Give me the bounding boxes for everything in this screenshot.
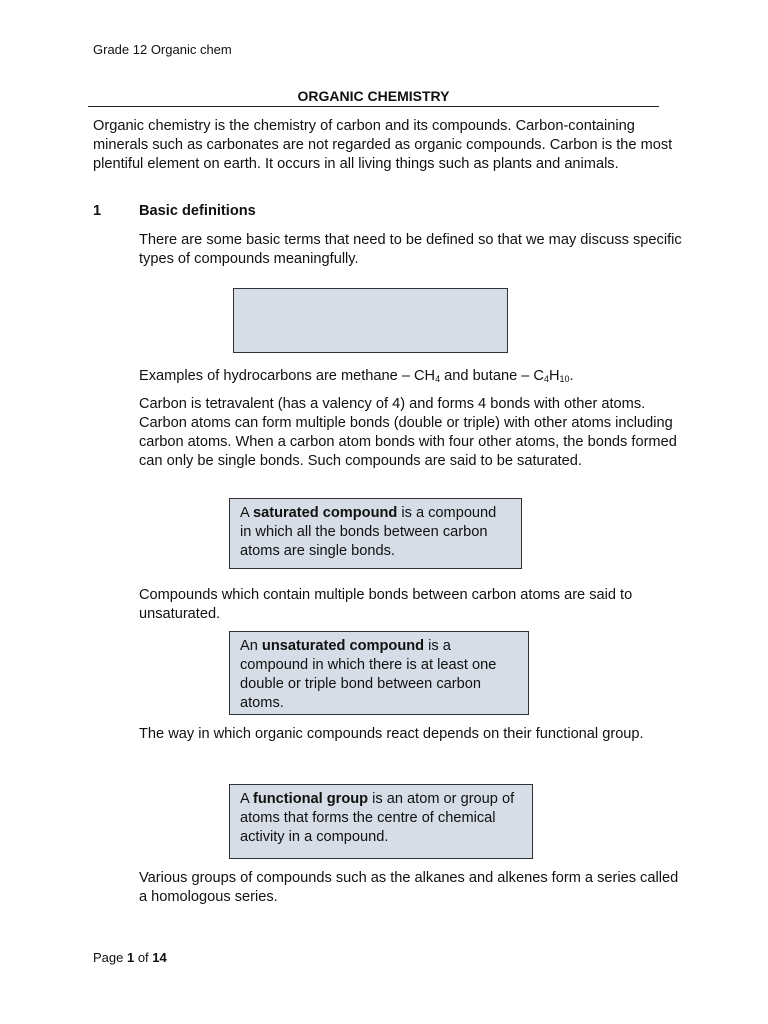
page-title: ORGANIC CHEMISTRY	[297, 88, 450, 104]
examples-prefix: Examples of hydrocarbons are methane – CH	[139, 368, 436, 384]
methane-subscript: 4	[435, 374, 441, 384]
functional-term: functional group	[252, 791, 369, 807]
saturated-pre: A	[240, 505, 253, 521]
butane-h: H	[548, 368, 560, 384]
functional-intro: The way in which organic compounds react depends on their functional group.	[139, 726, 644, 742]
basic-terms-paragraph: There are some basic terms that need to be defined so that we may discuss specific types of compounds meaningfully.	[139, 232, 682, 267]
unsaturated-term: unsaturated compound	[261, 638, 425, 654]
examples-suffix: .	[569, 368, 574, 384]
section-number: 1	[93, 203, 102, 219]
saturated-definition-box	[229, 498, 522, 569]
butane-h-subscript: 10	[559, 374, 570, 384]
hydrocarbon-examples	[139, 367, 684, 389]
unsaturated-post: is a compound in which there is at least one double or triple bond between carbon atoms.	[240, 638, 497, 711]
intro-paragraph: Organic chemistry is the chemistry of carbon and its compounds. Carbon-containing minerals such as carbonates are not regarded as organic compounds. Carbon is the most plentiful element on earth. It occurs in all living things such as plants and animals.	[93, 118, 673, 172]
empty-definition-box	[233, 288, 508, 353]
page-footer	[93, 950, 167, 965]
functional-post: is an atom or group of atoms that forms the centre of chemical activity in a compound.	[240, 791, 515, 845]
section-title: Basic definitions	[139, 203, 256, 219]
unsaturated-definition-box	[229, 631, 529, 715]
functional-group-definition-box	[229, 784, 533, 859]
unsaturated-pre: An	[240, 638, 262, 654]
tetravalent-paragraph: Carbon is tetravalent (has a valency of 4) and forms 4 bonds with other atoms. Carbon atoms can form multiple bonds (double or triple) with other atoms including carbon atoms. When a carbon atom bonds with four other atoms, the bonds formed can only be single bonds. Such compounds are said to be saturated.	[139, 396, 677, 469]
footer-page-number: 1	[126, 950, 135, 965]
saturated-term: saturated compound	[252, 505, 398, 521]
footer-of: of	[134, 950, 153, 965]
page-header: Grade 12 Organic chem	[93, 42, 232, 57]
butane-c-subscript: 4	[543, 374, 549, 384]
title-underline	[88, 106, 659, 107]
footer-page-label: Page	[93, 950, 127, 965]
homologous-paragraph: Various groups of compounds such as the alkanes and alkenes form a series called a homologous series.	[139, 870, 679, 905]
unsaturated-intro: Compounds which contain multiple bonds between carbon atoms are said to unsaturated.	[139, 587, 633, 622]
saturated-post: is a compound in which all the bonds between carbon atoms are single bonds.	[240, 505, 497, 559]
examples-middle: and butane – C	[440, 368, 544, 384]
footer-total-pages: 14	[152, 950, 167, 965]
functional-pre: A	[240, 791, 253, 807]
